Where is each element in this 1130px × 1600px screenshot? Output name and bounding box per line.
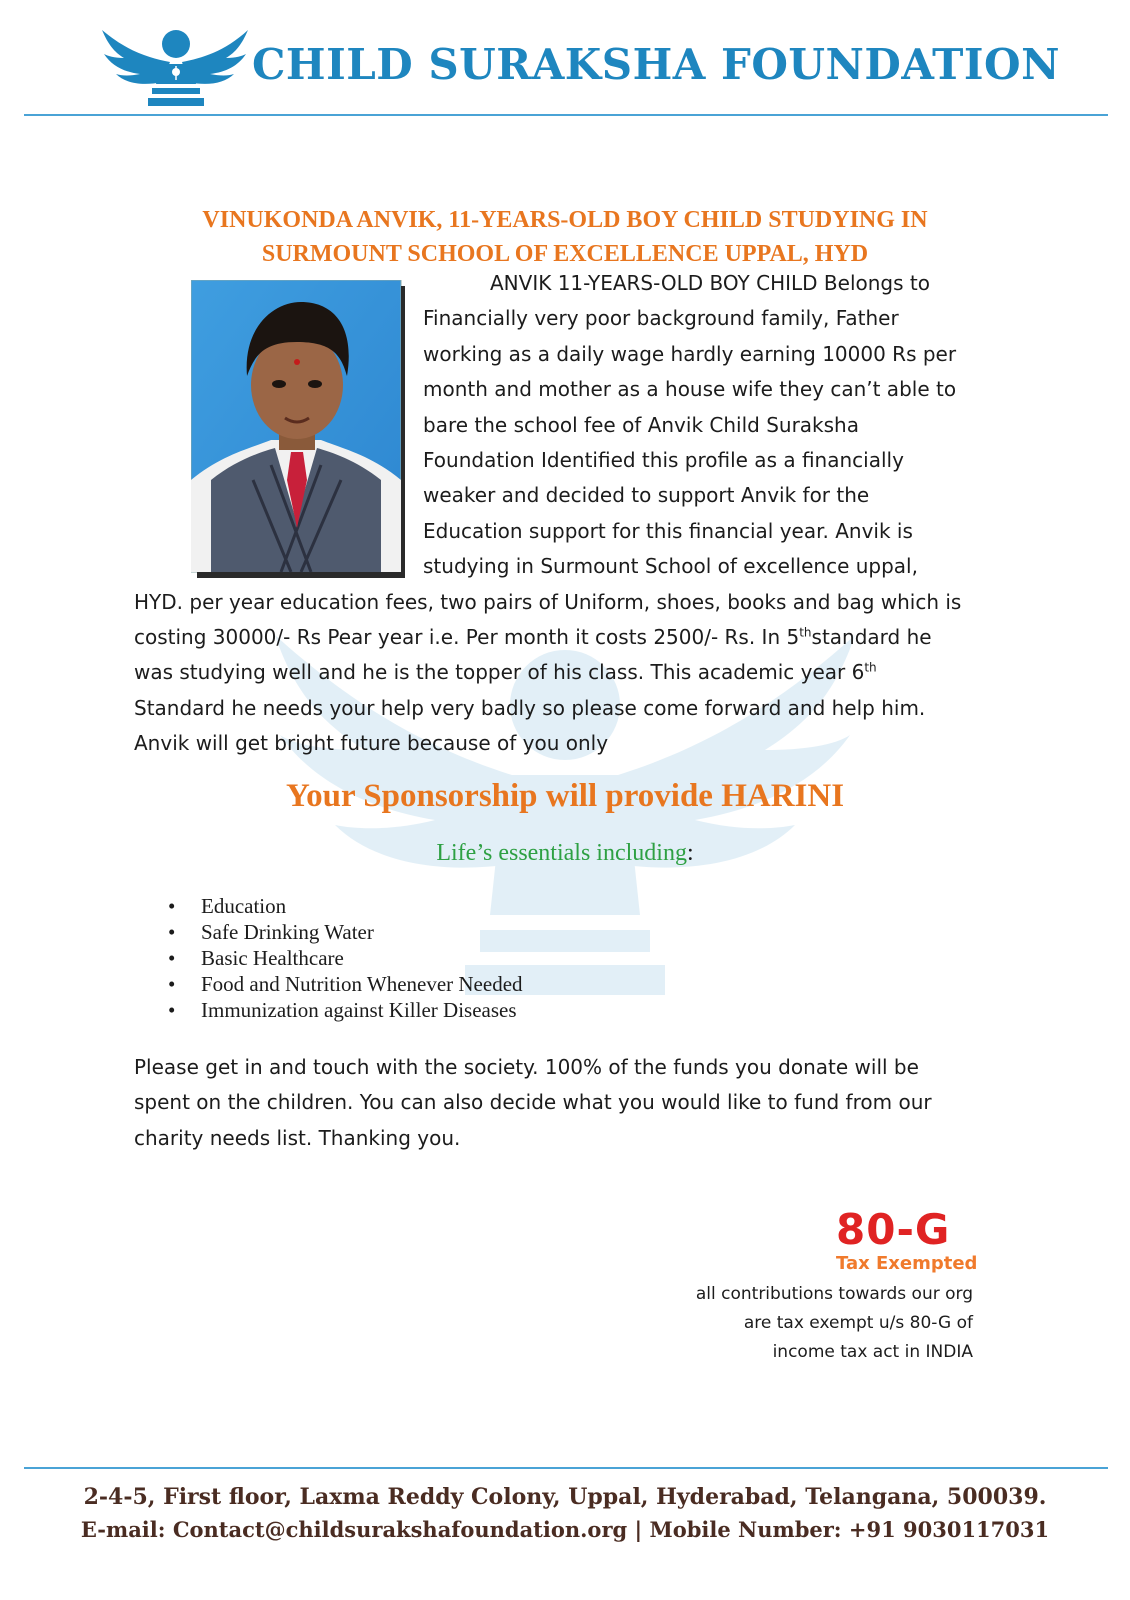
footer-contact: E-mail: Contact@childsurakshafoundation.org | Mobile Number: +91 9030117031 <box>80 1517 1050 1542</box>
title-line-1: VINUKONDA ANVIK, 11-YEARS-OLD BOY CHILD STUDYING IN <box>202 207 928 233</box>
sponsorship-heading: Your Sponsorship will provide HARINI <box>285 778 845 814</box>
essentials-subheading <box>0 840 1130 867</box>
tax-note-line: all contributions towards our org <box>695 1284 973 1304</box>
story-line: working as a daily wage hardly earning 10000 Rs per <box>423 341 957 366</box>
title-line-2: SURMOUNT SCHOOL OF EXCELLENCE UPPAL, HYD <box>261 241 869 267</box>
header-divider <box>24 114 1108 116</box>
closing-line: Please get in and touch with the society. 100% of the funds you donate will be <box>134 1055 919 1079</box>
essentials-subheading-colon: : <box>686 840 694 866</box>
page-header <box>0 0 1130 118</box>
story-text: costing 30000/- Rs Pear year i.e. Per month it costs 2500/- Rs. In 5 <box>134 624 800 649</box>
list-item: • Education <box>165 893 523 919</box>
tax-note-line: are tax exempt u/s 80-G of <box>743 1313 973 1333</box>
story-line: Education support for this financial year. Anvik is <box>423 518 913 543</box>
ordinal-suffix: th <box>864 660 877 675</box>
footer-divider <box>24 1467 1108 1469</box>
organization-name: CHILD SURAKSHA FOUNDATION <box>252 40 1061 89</box>
footer-address: 2-4-5, First floor, Laxma Reddy Colony, Uppal, Hyderabad, Telangana, 500039. <box>83 1484 1047 1510</box>
list-item: • Basic Healthcare <box>165 945 523 971</box>
story-line: ANVIK 11-YEARS-OLD BOY CHILD Belongs to <box>490 271 930 295</box>
story-line: Anvik will get bright future because of you only <box>134 731 609 756</box>
tax-badge-subtitle: Tax Exempted <box>836 1253 978 1274</box>
tax-exemption-note <box>696 1280 973 1367</box>
essentials-list <box>165 893 523 1023</box>
essentials-subheading-text: Life’s essentials including <box>436 840 687 866</box>
list-item: • Safe Drinking Water <box>165 919 523 945</box>
story-line: weaker and decided to support Anvik for the <box>423 483 870 508</box>
story-paragraph <box>134 266 984 761</box>
story-line: Standard he needs your help very badly so please come forward and help him. <box>134 695 926 720</box>
winged-child-logo-icon <box>100 22 250 108</box>
list-item: • Food and Nutrition Whenever Needed <box>165 971 523 997</box>
story-line: bare the school fee of Anvik Child Suraksha <box>423 412 859 437</box>
tax-note-line: income tax act in INDIA <box>772 1342 973 1362</box>
ordinal-suffix: th <box>799 625 812 640</box>
closing-paragraph <box>134 1050 994 1156</box>
story-line <box>134 655 984 690</box>
tax-badge: 80-G <box>836 1205 951 1254</box>
closing-line: spent on the children. You can also decide what you would like to fund from our <box>134 1090 932 1115</box>
story-text: standard he <box>811 624 932 649</box>
closing-line: charity needs list. Thanking you. <box>134 1125 461 1150</box>
story-line: studying in Surmount School of excellence uppal, <box>423 554 918 579</box>
story-line: Financially very poor background family, Father <box>423 306 899 331</box>
story-line: Foundation Identified this profile as a financially <box>423 447 904 472</box>
story-line: HYD. per year education fees, two pairs of Uniform, shoes, books and bag which is <box>134 589 962 614</box>
page-footer <box>0 1480 1130 1546</box>
list-item: • Immunization against Killer Diseases <box>165 997 523 1023</box>
story-line: month and mother as a house wife they can’t able to <box>423 377 957 402</box>
story-line <box>134 620 984 655</box>
profile-title <box>140 203 990 271</box>
story-text: was studying well and he is the topper of his class. This academic year 6 <box>134 660 865 685</box>
